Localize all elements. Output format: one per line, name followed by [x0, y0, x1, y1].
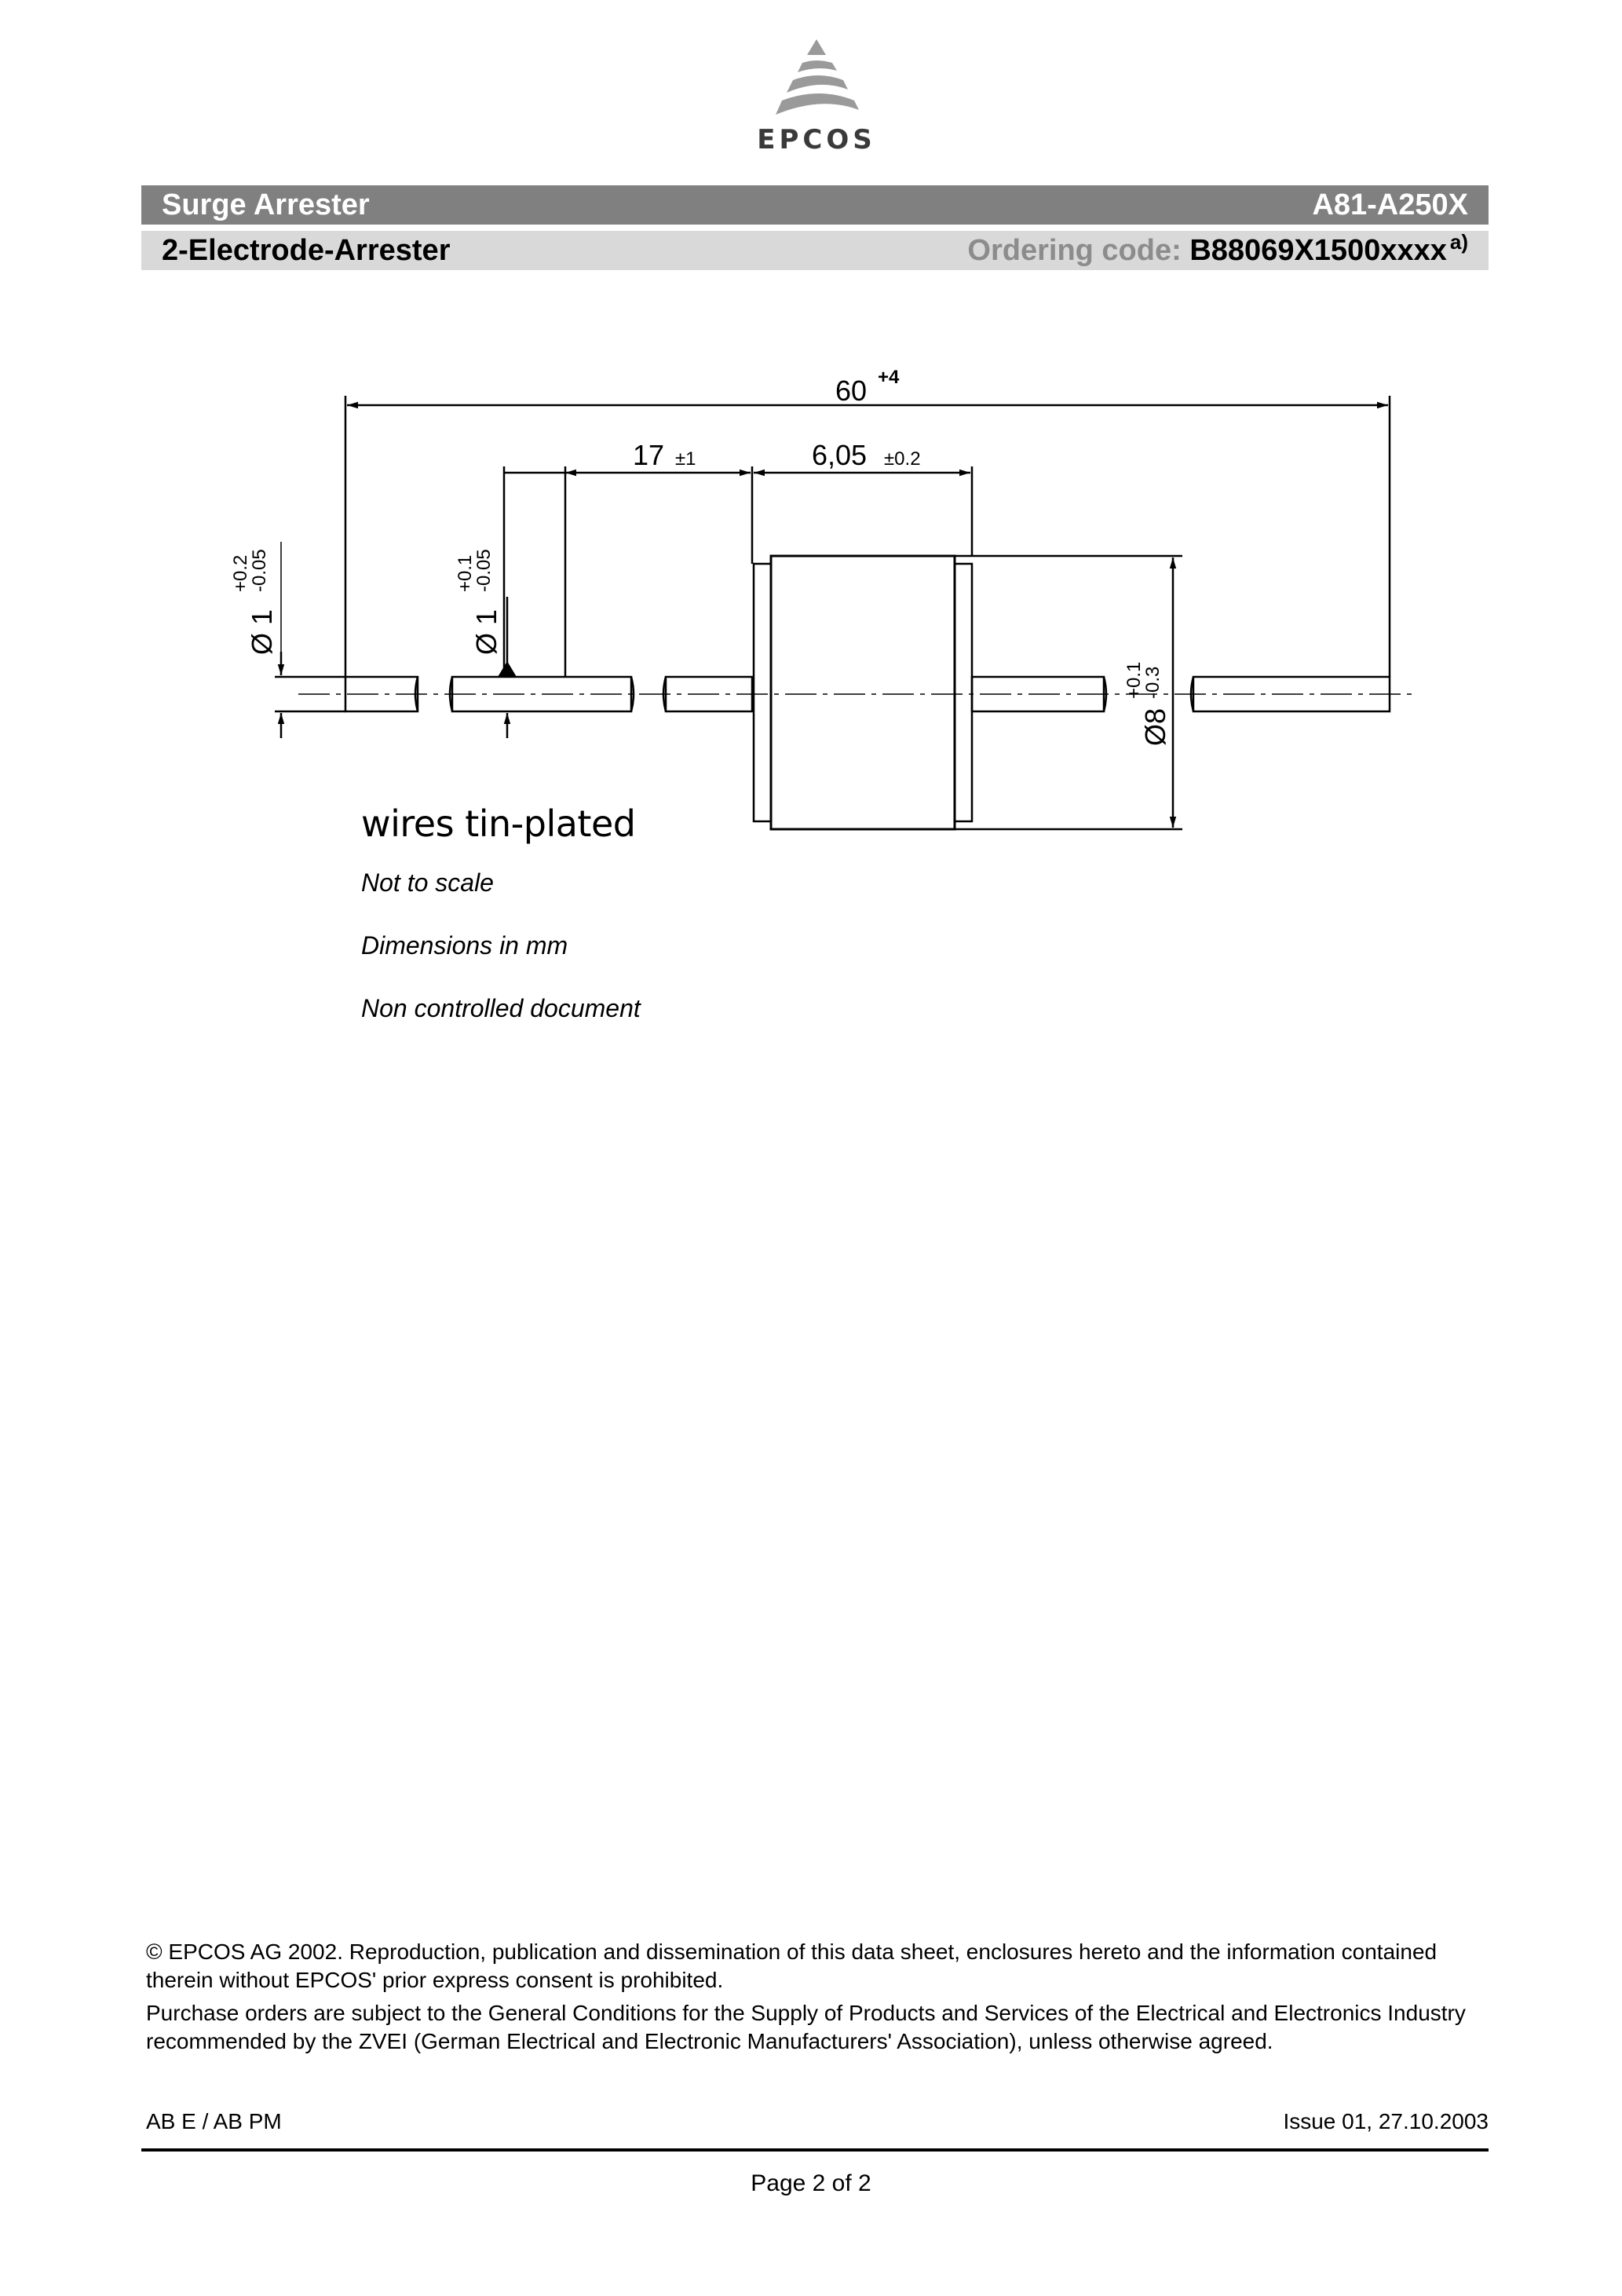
footer-divider: [141, 2148, 1489, 2152]
wire-diameter-left-tol-minus: -0.05: [249, 549, 270, 592]
dimension-drawing: [0, 0, 1622, 942]
body-length-value: 6,05: [812, 439, 868, 471]
overall-length-value: 60: [835, 375, 868, 407]
copyright-notice: © EPCOS AG 2002. Reproduction, publication and dissemination of this data sheet, enclosures hereto and the information contained therein without EPCOS' prior express consent is prohibited.: [146, 1940, 1438, 1992]
body-diameter: Ø8: [1139, 707, 1171, 746]
body-flange-right: [955, 564, 972, 821]
overall-length-tolerance: +4: [878, 367, 900, 388]
body-length-tolerance: ±0.2: [884, 448, 921, 470]
note-non-controlled: Non controlled document: [361, 994, 641, 1022]
wire-diameter-mid-tol-plus: +0.1: [455, 554, 476, 592]
ordering-code-value: B88069X1500xxxx: [1189, 234, 1447, 267]
lead-length-tolerance: ±1: [675, 448, 696, 470]
ordering-code-label: Ordering code:: [967, 234, 1182, 267]
body-flange-left: [754, 564, 771, 821]
department-code: AB E / AB PM: [146, 2109, 282, 2133]
lead-length-value: 17: [633, 439, 665, 471]
product-subtitle: 2-Electrode-Arrester: [162, 234, 451, 267]
note-not-to-scale: Not to scale: [361, 868, 494, 897]
logo-wordmark: EPCOS: [757, 124, 876, 155]
page-number: Page 2 of 2: [751, 2170, 871, 2196]
arrester-body: [771, 556, 955, 829]
wires-note: wires tin-plated: [361, 803, 636, 845]
note-dimensions: Dimensions in mm: [361, 931, 568, 960]
part-number: A81-A250X: [1312, 188, 1468, 221]
wire-diameter-left: Ø 1: [246, 609, 278, 655]
wire-diameter-left-tol-plus: +0.2: [230, 554, 251, 592]
issue-date: Issue 01, 27.10.2003: [1283, 2109, 1489, 2133]
body-diameter-tol-minus: -0.3: [1142, 666, 1164, 699]
product-title: Surge Arrester: [162, 188, 370, 221]
body-diameter-tol-plus: +0.1: [1123, 661, 1145, 699]
wire-diameter-mid-tol-minus: -0.05: [473, 549, 495, 592]
purchase-conditions: Purchase orders are subject to the General Conditions for the Supply of Products and Services of the Electrical and Electronics Industry recommended by the ZVEI (German Electrical and Electronic Manufacturers' Association), unless otherwise agreed.: [146, 2001, 1466, 2053]
wire-diameter-mid: Ø 1: [470, 609, 502, 655]
ordering-code-footnote: a): [1449, 230, 1468, 254]
